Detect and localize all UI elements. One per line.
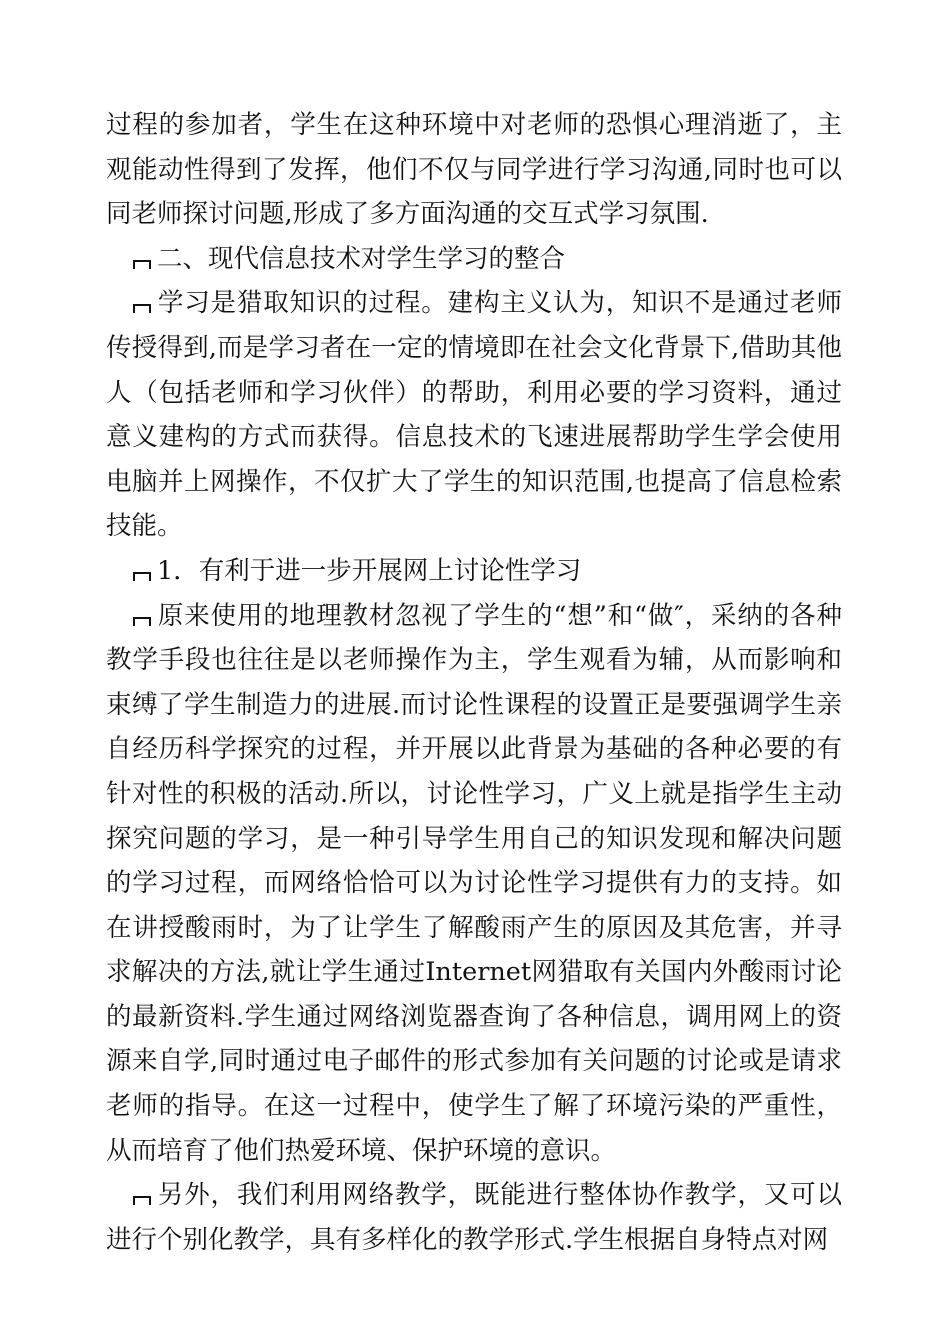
subheading-text: 1．有利于进一步开展网上讨论性学习	[157, 555, 582, 586]
paragraph-text: 另外，我们利用网络教学，既能进行整体协作教学，又可以进行个别化教学，具有多样化的教学形式.学生根据自身特点对网	[106, 1180, 842, 1255]
paragraph-text: 原来使用的地理教材忽视了学生的“想”和“做″，采纳的各种教学手段也往往是以老师操作为主，学生观看为辅，从而影响和束缚了学生制造力的进展.而讨论性课程的设置正是要强调学生亲自经历科学探究的过程，并开展以此背景为基础的各种必要的有针对性的积极的活动.所以，讨论性学习，广义上就是指学生主动探究问题的学习，是一种引导学生用自己的知识发现和解决问题的学习过程，而网络恰恰可以为讨论性学习提供有力的支持。如在讲授酸雨时，为了让学生了解酸雨产生的原因及其危害，并寻求解决的方法,就让学生通过Internet网猎取有关国内外酸雨讨论的最新资料.学生通过网络浏览器查询了各种信息，调用网上的资源来自学,同时通过电子邮件的形式参加有关问题的讨论或是请求老师的指导。在这一过程中，使学生了解了环境污染的严重性，从而培育了他们热爱环境、保护环境的意识。	[106, 600, 842, 1166]
paragraph-continuation: 过程的参加者，学生在这种环境中对老师的恐惧心理消逝了，主观能动性得到了发挥，他们不仅与同学进行学习沟通,同时也可以同老师探讨问题,形成了多方面沟通的交互式学习氛围.	[106, 110, 842, 230]
paragraph-geography-example	[106, 594, 842, 1174]
paragraph-mark-icon	[132, 1194, 152, 1206]
paragraph-mark-icon	[132, 258, 152, 270]
section-heading-2	[106, 237, 842, 282]
paragraph-mark-icon	[132, 615, 152, 627]
paragraph-network-teaching	[106, 1173, 842, 1262]
paragraph-mark-icon	[132, 302, 152, 314]
paragraph-learning	[106, 281, 842, 549]
section-heading-text: 二、现代信息技术对学生学习的整合	[157, 243, 566, 274]
subheading-online-discussion	[106, 549, 842, 594]
document-body	[106, 103, 842, 1262]
paragraph-text: 学习是猎取知识的过程。建构主义认为，知识不是通过老师传授得到,而是学习者在一定的情境即在社会文化背景下,借助其他人（包括老师和学习伙伴）的帮助，利用必要的学习资料，通过意义建构的方式而获得。信息技术的飞速进展帮助学生学会使用电脑并上网操作，不仅扩大了学生的知识范围,也提高了信息检索技能。	[106, 288, 842, 542]
paragraph-mark-icon	[132, 570, 152, 582]
